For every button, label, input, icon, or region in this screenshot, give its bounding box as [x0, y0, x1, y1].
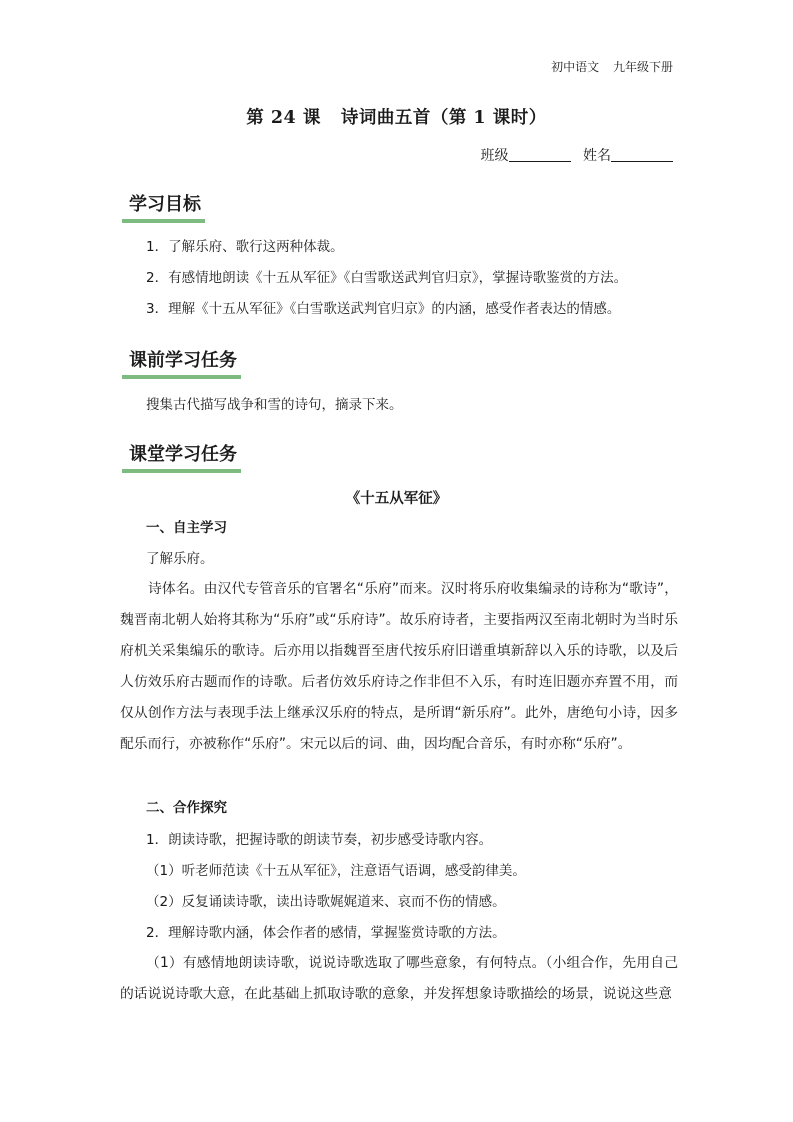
goal-item-2: 2．有感情地朗读《十五从军征》《白雪歌送武判官归京》，掌握诗歌鉴赏的方法。 — [146, 270, 628, 286]
goal-item-3: 3．理解《十五从军征》《白雪歌送武判官归京》的内涵，感受作者表达的情感。 — [146, 301, 621, 317]
name-label: 姓名 — [583, 148, 611, 164]
prestudy-heading: 课前学习任务 — [122, 350, 241, 379]
prestudy-text: 搜集古代描写战争和雪的诗句，摘录下来。 — [146, 397, 403, 413]
part2-heading: 二、合作探究 — [146, 800, 227, 816]
yuefu-paragraph: 诗体名。由汉代专管音乐的官署名“乐府”而来。汉时将乐府收集编录的诗称为“歌诗”，魏晋南北朝人始将其称为“乐府”或“乐府诗”。故乐府诗者，主要指两汉至南北朝时为当时乐府机关采集编乐的歌诗。后亦用以指魏晋至唐代按乐府旧谱重填新辞以入乐的诗歌，以及后人仿效乐府古题而作的诗歌。后者仿效乐府诗之作非但不入乐，有时连旧题亦弃置不用，而仅从创作方法与表现手法上继承汉乐府的特点，是所谓“新乐府”。此外，唐绝句小诗，因多配乐而行，亦被称作“乐府”。宋元以后的词、曲，因均配合音乐，有时亦称“乐府”。 — [120, 581, 678, 752]
classwork-heading: 课堂学习任务 — [122, 444, 241, 473]
lesson-name: 诗词曲五首（第 1 课时） — [340, 108, 547, 128]
page-title — [0, 104, 793, 129]
part1-heading: 一、自主学习 — [146, 520, 227, 536]
subject-label: 初中语文 — [551, 60, 600, 74]
student-info-fields — [481, 145, 673, 165]
part2-item-3: （2）反复诵读诗歌，读出诗歌娓娓道来、哀而不伤的情感。 — [146, 894, 506, 910]
lesson-number: 第 24 课 — [246, 108, 321, 128]
name-blank[interactable] — [611, 147, 673, 162]
goals-heading: 学习目标 — [122, 194, 205, 223]
grade-label: 九年级下册 — [612, 60, 673, 74]
class-blank[interactable] — [509, 147, 571, 162]
class-label: 班级 — [480, 148, 509, 164]
part2-item-2: （1）听老师范读《十五从军征》，注意语气语调，感受韵律美。 — [146, 863, 526, 879]
part2-item-4: 2．理解诗歌内涵，体会作者的感情，掌握鉴赏诗歌的方法。 — [146, 925, 506, 941]
poem-title: 《十五从军征》 — [345, 491, 448, 507]
goal-item-1: 1．了解乐府、歌行这两种体裁。 — [146, 239, 344, 255]
page-header — [551, 58, 673, 75]
part1-intro: 了解乐府。 — [146, 551, 214, 567]
part2-last-paragraph: （1）有感情地朗读诗歌，说说诗歌选取了哪些意象，有何特点。（小组合作，先用自己的话说说诗歌大意，在此基础上抓取诗歌的意象，并发挥想象诗歌描绘的场景，说说这些意 — [120, 955, 678, 1002]
part2-item-1: 1．朗读诗歌，把握诗歌的朗读节奏，初步感受诗歌内容。 — [146, 832, 493, 848]
